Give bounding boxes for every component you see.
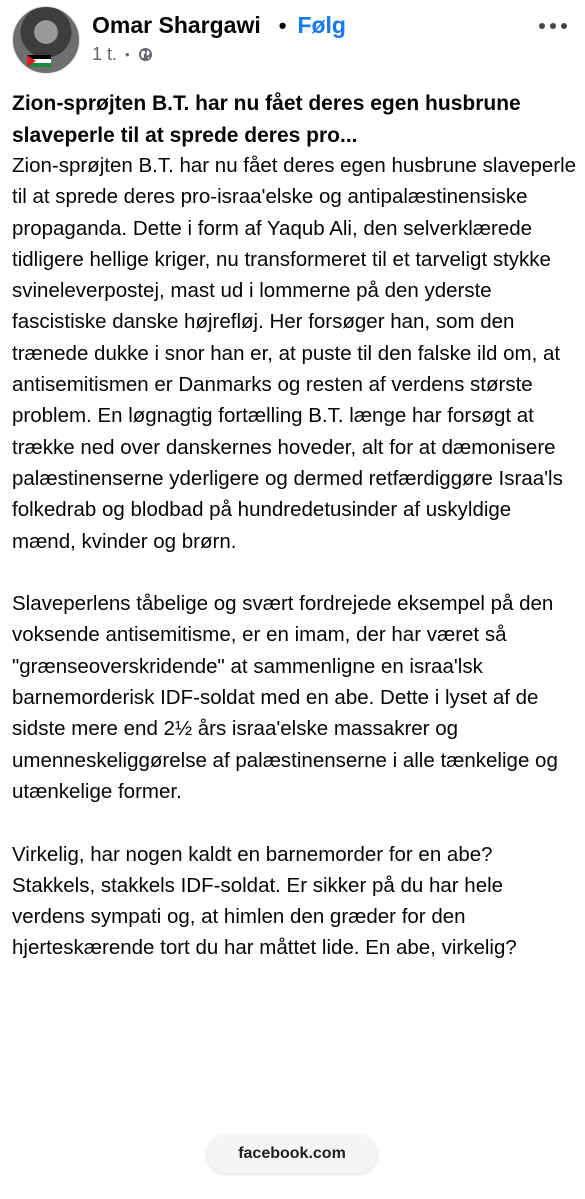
follow-button[interactable]: Følg [297,12,346,38]
more-dot [561,23,567,29]
author-row [92,12,346,39]
post-body [12,150,580,995]
post-paragraph: Zion-sprøjten B.T. har nu fået deres egen husbrune slaveperle til at sprede deres pro-israa'elske og antipalæstinensiske propaganda. Dette i form af Yaqub Ali, den selverklærede tidligere hellige kriger, nu transformeret til et tarveligt stykke svineleverpostej, mast ud i lommerne på den yderste fascistiske danske højrefløj. Her forsøger han, som den trænede dukke i snor han er, at puste til den falske ild om, at antisemitismen er Danmarks og resten af verdens største problem. En løgnagtig fortælling B.T. længe har forsøgt at trække ned over danskernes hoveder, alt for at dæmonisere palæstinenserne yderligere og dermed retfærdiggøre Israa'ls folkedrab og blodbad på hundredetusinder af uskyldige mænd, kvinder og brørn. [12,154,577,553]
globe-icon[interactable] [138,47,153,62]
more-dot [539,23,545,29]
post-paragraph: Slaveperlens tåbelige og svært fordrejede eksempel på den voksende antisemitisme, er en imam, der har været så "grænseoverskridende" at sammenligne en israa'lsk barnemorderisk IDF-soldat med en abe. Dette i lyset af de sidste mere end 2½ års israa'elske massakrer og umenneskeliggørelse af palæstinenserne i alle tænkelige og utænkelige former. [12,592,558,803]
palestine-flag-icon [27,55,51,67]
post-header [0,0,585,86]
post-meta [92,44,153,65]
meta-separator: • [125,47,130,62]
post-title: Zion-sprøjten B.T. har nu fået deres egen husbrune slaveperle til at sprede deres pro... [12,92,521,147]
more-options-icon[interactable] [539,14,567,38]
more-dot [550,23,556,29]
author-name[interactable]: Omar Shargawi [92,12,261,38]
url-pill[interactable]: facebook.com [207,1135,377,1173]
author-avatar[interactable] [12,6,80,74]
name-separator: • [278,12,287,38]
post-timestamp[interactable]: 1 t. [92,44,118,64]
post-paragraph: Virkelig, har nogen kaldt en barnemorder for en abe? Stakkels, stakkels IDF-soldat. Er sikker på du har hele verdens sympati og, at himlen den græder for den hjerteskærende tort du har måttet lide. En abe, virkelig? [12,842,517,960]
